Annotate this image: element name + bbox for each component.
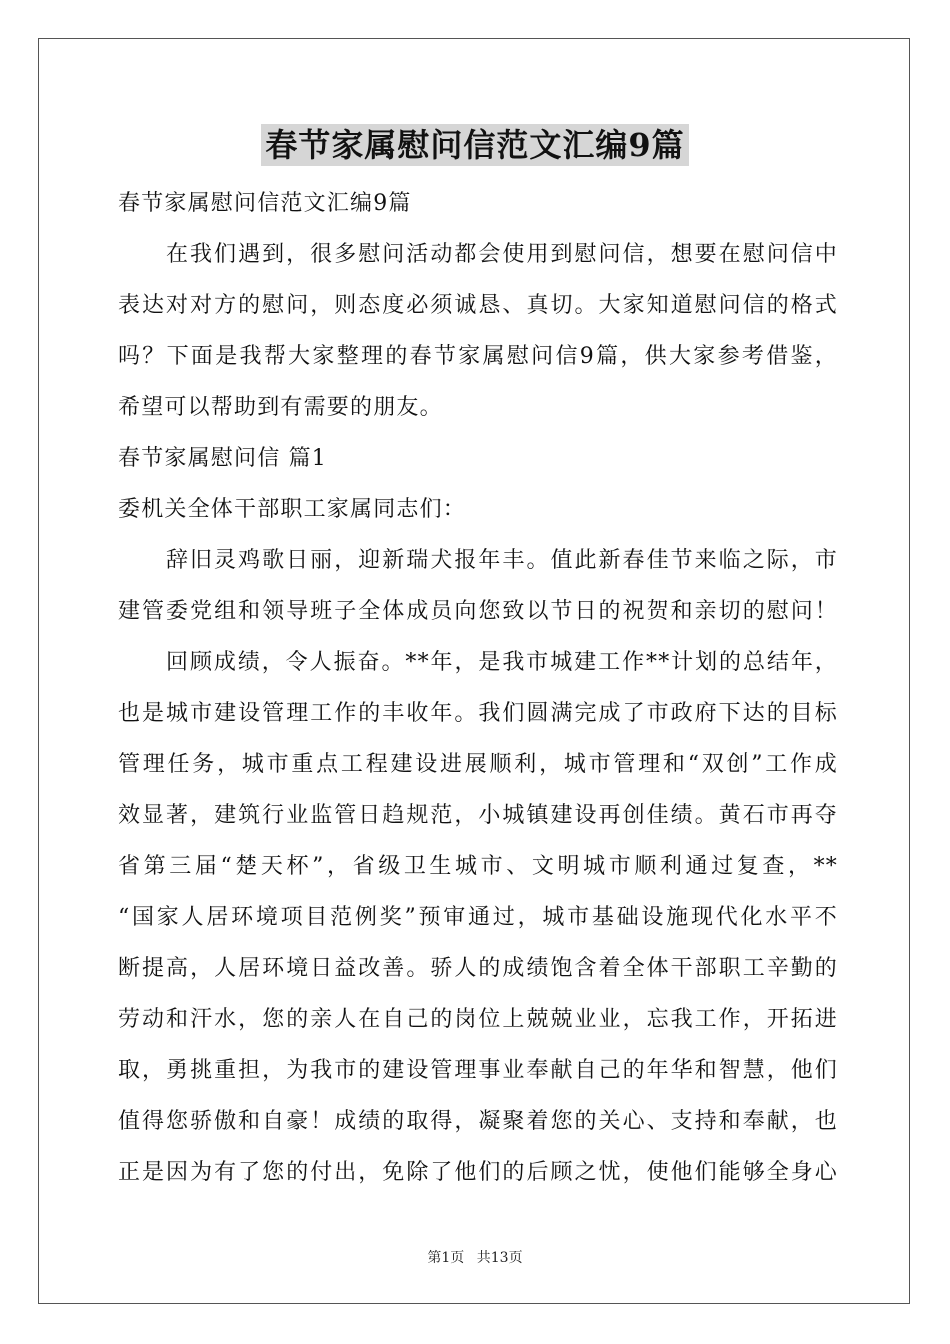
body-line: 断提高，人居环境日益改善。骄人的成绩饱含着全体干部职工辛勤的 (118, 956, 838, 981)
salutation: 委机关全体干部职工家属同志们： (118, 497, 467, 522)
document-body (118, 178, 838, 1198)
body-line: 管理任务，城市重点工程建设进展顺利，城市管理和“双创”工作成 (118, 752, 838, 777)
body-line: 吗？下面是我帮大家整理的春节家属慰问信9篇，供大家参考借鉴， (118, 344, 838, 369)
body-line: 劳动和汗水，您的亲人在自己的岗位上兢兢业业，忘我工作，开拓进 (118, 1007, 838, 1032)
body-line: “国家人居环境项目范例奖”预审通过，城市基础设施现代化水平不 (118, 905, 838, 930)
page-number: 第1页 (427, 1250, 465, 1266)
body-line: 省第三届“楚天杯”，省级卫生城市、文明城市顺利通过复查，** (118, 854, 838, 879)
body-line: 值得您骄傲和自豪！成绩的取得，凝聚着您的关心、支持和奉献，也 (118, 1109, 838, 1134)
body-line: 回顾成绩，令人振奋。**年，是我市城建工作**计划的总结年， (166, 650, 838, 675)
body-line: 春节家属慰问信范文汇编9篇 (118, 191, 412, 216)
title-block (0, 124, 950, 166)
body-line: 也是城市建设管理工作的丰收年。我们圆满完成了市政府下达的目标 (118, 701, 838, 726)
page-total: 共13页 (476, 1250, 523, 1266)
body-line: 正是因为有了您的付出，免除了他们的后顾之忧，使他们能够全身心 (118, 1160, 838, 1185)
body-line: 在我们遇到，很多慰问活动都会使用到慰问信，想要在慰问信中 (166, 242, 838, 267)
body-line: 建管委党组和领导班子全体成员向您致以节日的祝贺和亲切的慰问！ (118, 599, 838, 624)
body-line: 希望可以帮助到有需要的朋友。 (118, 395, 443, 420)
body-line: 表达对对方的慰问，则态度必须诚恳、真切。大家知道慰问信的格式 (118, 293, 838, 318)
body-line: 取，勇挑重担，为我市的建设管理事业奉献自己的年华和智慧，他们 (118, 1058, 838, 1083)
document-title: 春节家属慰问信范文汇编9篇 (261, 124, 688, 166)
body-line: 效显著，建筑行业监管日趋规范，小城镇建设再创佳绩。黄石市再夺 (118, 803, 838, 828)
page-footer (0, 1247, 950, 1267)
body-line: 辞旧灵鸡歌日丽，迎新瑞犬报年丰。值此新春佳节来临之际，市 (166, 548, 838, 573)
section-heading: 春节家属慰问信 篇1 (118, 446, 327, 471)
